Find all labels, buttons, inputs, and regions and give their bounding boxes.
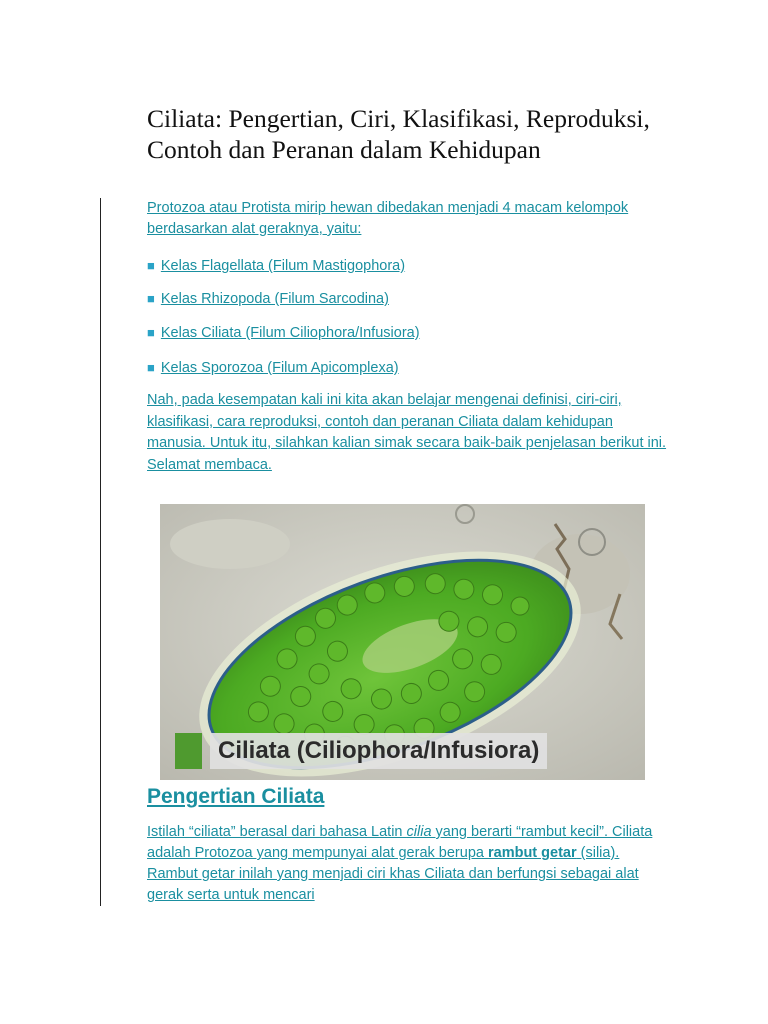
margin-line	[100, 198, 101, 906]
square-bullet-icon: ■	[147, 258, 155, 273]
list-item-label: Kelas Sporozoa (Filum Apicomplexa)	[160, 360, 399, 376]
list-item[interactable]	[147, 289, 389, 309]
list-item[interactable]	[147, 323, 420, 343]
list-item-label: Kelas Ciliata (Filum Ciliophora/Infusiora)	[160, 325, 420, 341]
caption-accent-block	[175, 733, 202, 769]
list-item-label: Kelas Flagellata (Filum Mastigophora)	[160, 258, 406, 274]
list-item-label: Kelas Rhizopoda (Filum Sarcodina)	[160, 291, 389, 307]
body-paragraph-link[interactable]: Istilah “ciliata” berasal dari bahasa Latin cilia yang berarti “rambut kecil”. Ciliata adalah Protozoa yang mempunyai alat gerak berupa rambut getar (silia). Rambut getar inilah yang menjadi ciri khas Ciliata dan berfungsi sebagai alat gerak serta untuk mencari	[147, 824, 653, 903]
square-bullet-icon: ■	[147, 360, 155, 375]
intro-link[interactable]: Protozoa atau Protista mirip hewan dibedakan menjadi 4 macam kelompok berdasarkan alat geraknya, yaitu:	[147, 200, 629, 237]
image-caption: Ciliata (Ciliophora/Infusiora)	[210, 733, 547, 769]
intro-paragraph-link[interactable]: Nah, pada kesempatan kali ini kita akan belajar mengenai definisi, ciri-ciri, klasifikasi, cara reproduksi, contoh dan peranan Ciliata dalam kehidupan manusia. Untuk itu, silahkan kalian simak secara baik-baik penjelasan berikut ini. Selamat membaca.	[147, 392, 667, 473]
list-item[interactable]	[147, 358, 399, 378]
list-item[interactable]	[147, 256, 405, 276]
square-bullet-icon: ■	[147, 291, 155, 306]
page-title: Ciliata: Pengertian, Ciri, Klasifikasi, Reproduksi, Contoh dan Peranan dalam Kehidupan	[147, 104, 650, 164]
square-bullet-icon: ■	[147, 325, 155, 340]
section-heading[interactable]: Pengertian Ciliata	[147, 785, 325, 808]
